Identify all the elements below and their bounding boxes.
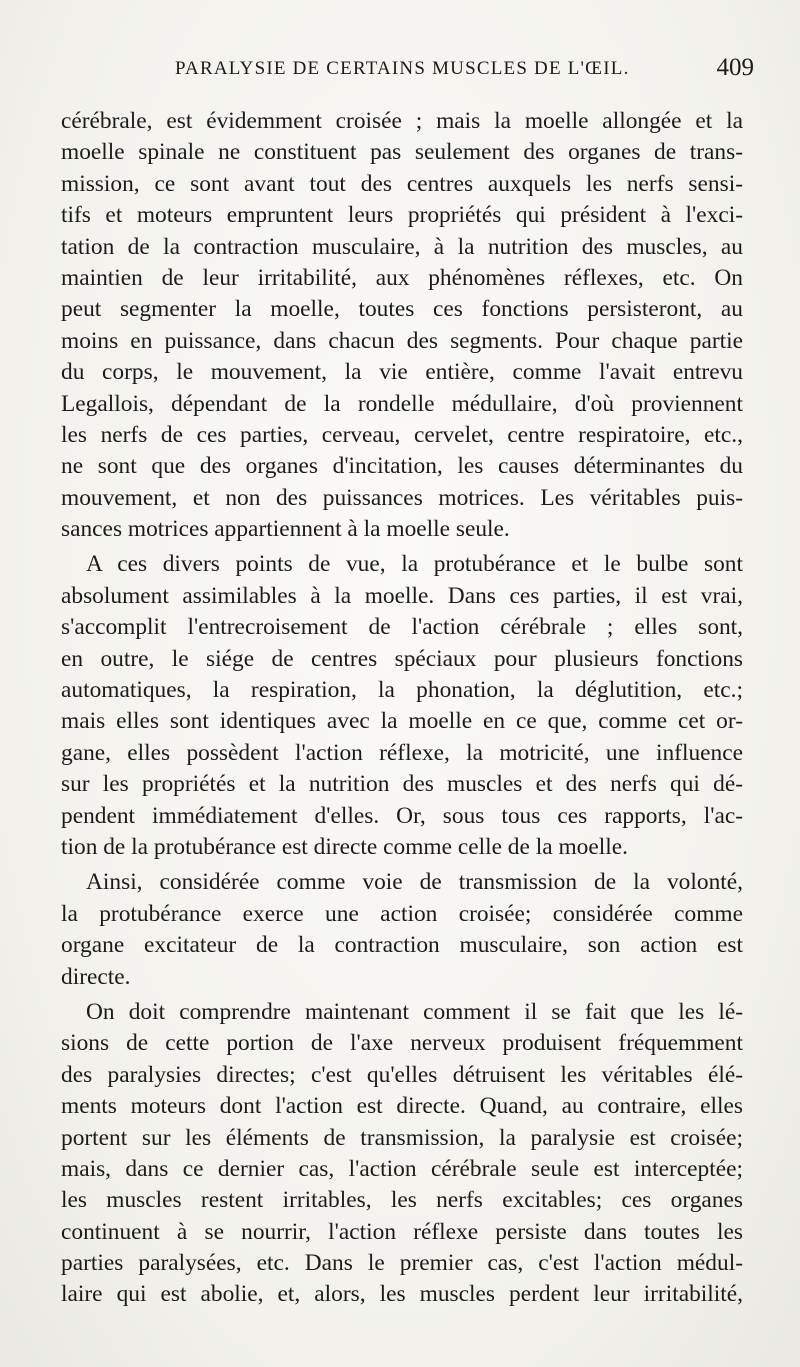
text-line: tion de la protubérance est directe comme celle de la moelle.: [61, 833, 628, 860]
text-line: du corps, le mouvement, la vie entière, comme l'avait entrevu: [61, 359, 743, 386]
text-line: des paralysies directes; c'est qu'elles détruisent les véritables élé-: [61, 1061, 743, 1088]
text-line: organe excitateur de la contraction musculaire, son action est: [61, 932, 743, 959]
paragraph-2: [61, 549, 743, 863]
text-line: mouvement, et non des puissances motrices. Les véritables puis-: [61, 484, 743, 511]
text-line: ments moteurs dont l'action est directe. Quand, au contraire, elles: [61, 1093, 743, 1120]
text-line: ne sont que des organes d'incitation, les causes déterminantes du: [61, 453, 743, 480]
text-line: la protubérance exerce une action croisée; considérée comme: [61, 900, 743, 927]
text-line: A ces divers points de vue, la protubérance et le bulbe sont: [86, 551, 743, 578]
text-line: maintien de leur irritabilité, aux phénomènes réflexes, etc. On: [61, 264, 743, 291]
text-line: mais, dans ce dernier cas, l'action cérébrale seule est interceptée;: [61, 1155, 743, 1182]
running-title: PARALYSIE DE CERTAINS MUSCLES DE L'ŒIL.: [175, 58, 630, 79]
text-line: cérébrale, est évidemment croisée ; mais la moelle allongée et la: [61, 108, 743, 134]
text-line: moelle spinale ne constituent pas seulement des organes de trans-: [61, 139, 743, 166]
paragraph-3: [61, 867, 743, 993]
text-line: peut segmenter la moelle, toutes ces fonctions persisteront, au: [61, 296, 743, 323]
text-line: automatiques, la respiration, la phonation, la déglutition, etc.;: [61, 677, 743, 704]
text-line: continuent à se nourrir, l'action réflexe persiste dans toutes les: [61, 1218, 743, 1245]
text-line: s'accomplit l'entrecroisement de l'action cérébrale ; elles sont,: [61, 614, 743, 641]
text-line: pendent immédiatement d'elles. Or, sous tous ces rapports, l'ac-: [61, 802, 743, 829]
text-line: mais elles sont identiques avec la moelle en ce que, comme cet or-: [61, 708, 743, 735]
text-line: les nerfs de ces parties, cerveau, cervelet, centre respiratoire, etc.,: [61, 421, 743, 448]
text-line: mission, ce sont avant tout des centres auxquels les nerfs sensi-: [61, 170, 743, 197]
text-line: On doit comprendre maintenant comment il se fait que les lé-: [86, 998, 743, 1025]
text-line: Legallois, dépendant de la rondelle médullaire, d'où proviennent: [61, 390, 743, 417]
text-line: directe.: [61, 963, 131, 990]
text-line: tifs et moteurs empruntent leurs propriétés qui président à l'exci-: [61, 202, 743, 229]
text-line: Ainsi, considérée comme voie de transmission de la volonté,: [86, 869, 743, 896]
text-line: sur les propriétés et la nutrition des muscles et des nerfs qui dé-: [61, 771, 743, 798]
page-number: 409: [716, 54, 754, 81]
running-head: [60, 54, 760, 88]
body-text: [61, 106, 743, 1315]
text-line: laire qui est abolie, et, alors, les muscles perdent leur irritabilité,: [61, 1281, 743, 1308]
text-line: sions de cette portion de l'axe nerveux produisent fréquemment: [61, 1030, 743, 1057]
paragraph-4: [61, 997, 743, 1311]
text-line: gane, elles possèdent l'action réflexe, la motricité, une influence: [61, 739, 743, 766]
text-line: tation de la contraction musculaire, à la nutrition des muscles, au: [61, 233, 743, 260]
text-line: en outre, le siége de centres spéciaux pour plusieurs fonctions: [61, 645, 743, 672]
text-line: parties paralysées, etc. Dans le premier cas, c'est l'action médul-: [61, 1250, 743, 1277]
text-line: sances motrices appartiennent à la moelle seule.: [61, 516, 510, 543]
text-line: absolument assimilables à la moelle. Dans ces parties, il est vrai,: [61, 582, 743, 609]
paragraph-1: [61, 106, 743, 545]
text-line: portent sur les éléments de transmission, la paralysie est croisée;: [61, 1124, 743, 1151]
text-line: les muscles restent irritables, les nerfs excitables; ces organes: [61, 1187, 743, 1214]
text-line: moins en puissance, dans chacun des segments. Pour chaque partie: [61, 327, 743, 354]
